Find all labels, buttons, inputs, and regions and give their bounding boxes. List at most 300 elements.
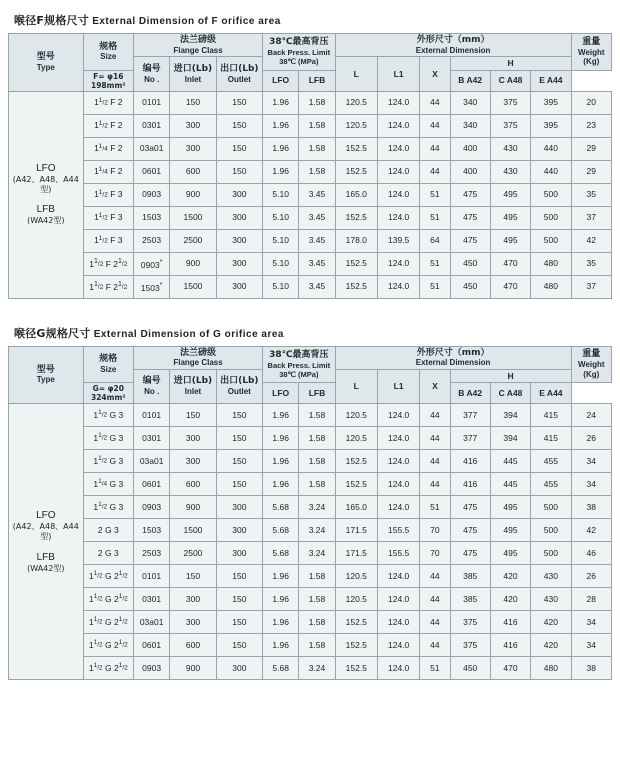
row-outlet: 300 bbox=[216, 183, 262, 206]
row-l1: 124.0 bbox=[377, 588, 419, 611]
header-x: X bbox=[420, 57, 450, 91]
row-lfo: 1.96 bbox=[263, 450, 299, 473]
row-l1: 139.5 bbox=[377, 229, 419, 252]
header-l1: L1 bbox=[377, 369, 419, 403]
row-x: 44 bbox=[420, 404, 450, 427]
row-e: 455 bbox=[531, 473, 571, 496]
row-l1: 124.0 bbox=[377, 206, 419, 229]
row-inlet: 300 bbox=[170, 588, 216, 611]
row-lfb: 1.58 bbox=[299, 611, 335, 634]
row-e: 500 bbox=[531, 183, 571, 206]
header-l: L bbox=[335, 369, 377, 403]
row-no: 03a01 bbox=[134, 611, 170, 634]
row-lfb: 3.24 bbox=[299, 542, 335, 565]
row-lfo: 5.10 bbox=[263, 252, 299, 275]
header-weight-en: Weight bbox=[578, 47, 605, 57]
row-l: 152.5 bbox=[335, 160, 377, 183]
header-backpressure-en: Back Press. Limit 38℃ (MPa) bbox=[267, 48, 331, 67]
row-size: $1^1/_2$ G 3 bbox=[83, 496, 133, 519]
row-lfb: 3.45 bbox=[299, 206, 335, 229]
row-outlet: 150 bbox=[216, 404, 262, 427]
row-x: 51 bbox=[420, 206, 450, 229]
row-l1: 124.0 bbox=[377, 634, 419, 657]
row-lfb: 3.45 bbox=[299, 252, 335, 275]
header-no bbox=[134, 57, 170, 91]
table-row bbox=[9, 404, 612, 427]
table-row bbox=[9, 519, 612, 542]
row-lfb: 1.58 bbox=[299, 427, 335, 450]
header-weight bbox=[571, 346, 611, 383]
row-e: 420 bbox=[531, 611, 571, 634]
table-row bbox=[9, 160, 612, 183]
row-b: 475 bbox=[450, 519, 490, 542]
row-b: 400 bbox=[450, 137, 490, 160]
row-weight: 42 bbox=[571, 229, 611, 252]
section-f-title-cn: 喉径F规格尺寸 bbox=[14, 14, 89, 27]
row-outlet: 150 bbox=[216, 160, 262, 183]
row-inlet: 600 bbox=[170, 160, 216, 183]
row-lfb: 1.58 bbox=[299, 634, 335, 657]
row-size: $1^1/_2$ F $2^1/_2$ bbox=[83, 275, 133, 298]
row-weight: 24 bbox=[571, 404, 611, 427]
row-l: 120.5 bbox=[335, 427, 377, 450]
row-b: 475 bbox=[450, 229, 490, 252]
row-size: $1^1/_2$ F $2^1/_2$ bbox=[83, 252, 133, 275]
row-inlet: 900 bbox=[170, 252, 216, 275]
row-size: $1^1/_2$ G 3 bbox=[83, 427, 133, 450]
row-outlet: 300 bbox=[216, 519, 262, 542]
row-no: 0601 bbox=[134, 473, 170, 496]
model-lfo-label: LFO bbox=[36, 163, 56, 175]
header-row-1 bbox=[9, 34, 612, 57]
row-l: 120.5 bbox=[335, 588, 377, 611]
row-lfb: 3.24 bbox=[299, 519, 335, 542]
row-e: 415 bbox=[531, 427, 571, 450]
header-backpressure-en: Back Press. Limit 38℃ (MPa) bbox=[267, 360, 331, 379]
row-c: 394 bbox=[490, 427, 530, 450]
row-weight: 46 bbox=[571, 542, 611, 565]
row-size: $1^1/_2$ F 2 bbox=[83, 114, 133, 137]
header-outlet-en: Outlet bbox=[227, 74, 251, 84]
header-size-orifice bbox=[83, 70, 133, 91]
row-outlet: 300 bbox=[216, 206, 262, 229]
row-e: 395 bbox=[531, 114, 571, 137]
row-l: 120.5 bbox=[335, 114, 377, 137]
row-b: 475 bbox=[450, 496, 490, 519]
model-lfo-sub: (A42、A48、A44型) bbox=[12, 175, 79, 194]
table-row bbox=[9, 496, 612, 519]
row-l: 165.0 bbox=[335, 183, 377, 206]
header-flange-en: Flange Class bbox=[173, 358, 223, 368]
row-l: 120.5 bbox=[335, 565, 377, 588]
f-table-body bbox=[9, 91, 612, 298]
row-b: 377 bbox=[450, 404, 490, 427]
header-c: C A48 bbox=[490, 70, 530, 91]
row-c: 445 bbox=[490, 473, 530, 496]
table-row bbox=[9, 114, 612, 137]
row-lfo: 5.68 bbox=[263, 519, 299, 542]
row-l: 120.5 bbox=[335, 91, 377, 114]
row-inlet: 150 bbox=[170, 91, 216, 114]
row-no: 0101 bbox=[134, 91, 170, 114]
header-size-orifice-value: F= φ16 198mm² bbox=[91, 71, 126, 90]
row-b: 416 bbox=[450, 450, 490, 473]
row-b: 375 bbox=[450, 634, 490, 657]
row-c: 375 bbox=[490, 91, 530, 114]
row-c: 495 bbox=[490, 519, 530, 542]
row-lfb: 1.58 bbox=[299, 137, 335, 160]
header-no-en: No . bbox=[144, 387, 160, 397]
row-lfo: 5.10 bbox=[263, 206, 299, 229]
row-outlet: 150 bbox=[216, 473, 262, 496]
row-no: 1503 bbox=[134, 206, 170, 229]
model-type-cell bbox=[9, 91, 84, 298]
row-lfb: 1.58 bbox=[299, 160, 335, 183]
row-size: $1^1/_2$ F 2 bbox=[83, 91, 133, 114]
row-lfo: 5.68 bbox=[263, 542, 299, 565]
header-size bbox=[83, 346, 133, 383]
header-type-en: Type bbox=[36, 62, 55, 72]
row-no: 0601 bbox=[134, 634, 170, 657]
header-flange-cn: 法兰磅级 bbox=[180, 347, 217, 358]
row-inlet: 300 bbox=[170, 611, 216, 634]
row-lfb: 3.45 bbox=[299, 229, 335, 252]
row-weight: 28 bbox=[571, 588, 611, 611]
model-lfo-label: LFO bbox=[36, 510, 56, 522]
row-x: 44 bbox=[420, 450, 450, 473]
header-inlet bbox=[170, 57, 216, 91]
row-lfo: 1.96 bbox=[263, 588, 299, 611]
row-l1: 155.5 bbox=[377, 519, 419, 542]
row-x: 51 bbox=[420, 496, 450, 519]
row-c: 430 bbox=[490, 160, 530, 183]
row-lfo: 5.68 bbox=[263, 496, 299, 519]
row-x: 44 bbox=[420, 611, 450, 634]
row-outlet: 150 bbox=[216, 427, 262, 450]
row-c: 420 bbox=[490, 565, 530, 588]
table-row bbox=[9, 183, 612, 206]
row-outlet: 300 bbox=[216, 542, 262, 565]
header-flange bbox=[134, 346, 263, 369]
row-x: 51 bbox=[420, 252, 450, 275]
row-weight: 34 bbox=[571, 634, 611, 657]
f-table-header bbox=[9, 34, 612, 92]
row-weight: 37 bbox=[571, 275, 611, 298]
header-lfb: LFB bbox=[299, 70, 335, 91]
row-l1: 124.0 bbox=[377, 252, 419, 275]
row-lfb: 1.58 bbox=[299, 404, 335, 427]
row-weight: 20 bbox=[571, 91, 611, 114]
row-no: 0903 bbox=[134, 657, 170, 680]
row-l1: 124.0 bbox=[377, 565, 419, 588]
row-c: 495 bbox=[490, 496, 530, 519]
row-inlet: 300 bbox=[170, 450, 216, 473]
table-row bbox=[9, 275, 612, 298]
row-inlet: 900 bbox=[170, 496, 216, 519]
row-e: 430 bbox=[531, 588, 571, 611]
row-inlet: 1500 bbox=[170, 275, 216, 298]
header-type-en: Type bbox=[36, 375, 55, 385]
row-c: 445 bbox=[490, 450, 530, 473]
row-l1: 124.0 bbox=[377, 427, 419, 450]
row-x: 44 bbox=[420, 565, 450, 588]
row-weight: 34 bbox=[571, 473, 611, 496]
row-b: 450 bbox=[450, 657, 490, 680]
header-inlet-en: Inlet bbox=[184, 387, 202, 397]
row-no: 0101 bbox=[134, 565, 170, 588]
row-c: 495 bbox=[490, 542, 530, 565]
row-no: 2503 bbox=[134, 542, 170, 565]
header-row-1 bbox=[9, 346, 612, 369]
row-inlet: 2500 bbox=[170, 542, 216, 565]
row-lfo: 1.96 bbox=[263, 91, 299, 114]
row-weight: 34 bbox=[571, 611, 611, 634]
row-e: 500 bbox=[531, 496, 571, 519]
row-no: 0601 bbox=[134, 160, 170, 183]
row-inlet: 600 bbox=[170, 473, 216, 496]
g-table-body bbox=[9, 404, 612, 680]
row-outlet: 150 bbox=[216, 565, 262, 588]
row-l: 152.5 bbox=[335, 611, 377, 634]
table-row bbox=[9, 252, 612, 275]
header-weight-cn: 重量 bbox=[582, 349, 601, 360]
row-l: 152.5 bbox=[335, 634, 377, 657]
row-lfo: 1.96 bbox=[263, 114, 299, 137]
row-weight: 42 bbox=[571, 519, 611, 542]
header-weight-cn: 重量 bbox=[582, 36, 601, 47]
row-l: 178.0 bbox=[335, 229, 377, 252]
header-weight-unit: (Kg) bbox=[583, 369, 600, 379]
row-c: 420 bbox=[490, 588, 530, 611]
row-inlet: 600 bbox=[170, 634, 216, 657]
row-x: 44 bbox=[420, 160, 450, 183]
model-lfb-sub: (WA42型) bbox=[27, 216, 65, 226]
row-b: 416 bbox=[450, 473, 490, 496]
header-size-cn: 规格 bbox=[99, 354, 118, 365]
row-lfo: 5.68 bbox=[263, 657, 299, 680]
header-weight-unit: (Kg) bbox=[583, 57, 600, 67]
row-outlet: 150 bbox=[216, 611, 262, 634]
header-weight bbox=[571, 34, 611, 71]
row-lfo: 1.96 bbox=[263, 137, 299, 160]
table-row bbox=[9, 611, 612, 634]
header-size bbox=[83, 34, 133, 71]
header-outlet-cn: 出口(Lb) bbox=[220, 376, 259, 387]
header-size-en: Size bbox=[100, 52, 117, 62]
header-weight-en: Weight bbox=[578, 360, 605, 370]
f-orifice-table bbox=[8, 33, 612, 299]
row-l1: 155.5 bbox=[377, 542, 419, 565]
row-x: 44 bbox=[420, 588, 450, 611]
row-lfb: 1.58 bbox=[299, 588, 335, 611]
row-l1: 124.0 bbox=[377, 657, 419, 680]
header-lfo: LFO bbox=[263, 70, 299, 91]
section-g-title-cn: 喉径G规格尺寸 bbox=[14, 326, 91, 340]
row-e: 430 bbox=[531, 565, 571, 588]
row-outlet: 150 bbox=[216, 634, 262, 657]
row-lfo: 1.96 bbox=[263, 427, 299, 450]
header-outlet bbox=[216, 369, 262, 403]
header-type bbox=[9, 346, 84, 404]
header-x: X bbox=[420, 369, 450, 403]
row-inlet: 900 bbox=[170, 183, 216, 206]
row-b: 340 bbox=[450, 91, 490, 114]
row-c: 470 bbox=[490, 657, 530, 680]
row-no: 0903* bbox=[134, 252, 170, 275]
row-lfo: 5.10 bbox=[263, 275, 299, 298]
header-type bbox=[9, 34, 84, 92]
header-backpressure bbox=[263, 346, 336, 383]
row-l1: 124.0 bbox=[377, 114, 419, 137]
row-lfb: 1.58 bbox=[299, 473, 335, 496]
row-x: 44 bbox=[420, 427, 450, 450]
header-size-orifice-value: G= φ20 324mm² bbox=[91, 384, 126, 403]
row-inlet: 900 bbox=[170, 657, 216, 680]
row-inlet: 150 bbox=[170, 404, 216, 427]
table-row bbox=[9, 206, 612, 229]
table-row bbox=[9, 91, 612, 114]
row-x: 70 bbox=[420, 542, 450, 565]
row-size: $1^1/_4$ F 2 bbox=[83, 137, 133, 160]
header-type-cn: 型号 bbox=[36, 52, 55, 63]
row-lfo: 1.96 bbox=[263, 404, 299, 427]
row-l: 152.5 bbox=[335, 450, 377, 473]
row-c: 470 bbox=[490, 252, 530, 275]
row-c: 430 bbox=[490, 137, 530, 160]
row-lfb: 1.58 bbox=[299, 565, 335, 588]
row-outlet: 300 bbox=[216, 229, 262, 252]
row-size: $1^1/_2$ G $2^1/_2$ bbox=[83, 657, 133, 680]
row-e: 395 bbox=[531, 91, 571, 114]
row-lfb: 3.45 bbox=[299, 275, 335, 298]
row-x: 51 bbox=[420, 183, 450, 206]
section-g-title bbox=[14, 325, 612, 341]
row-e: 500 bbox=[531, 206, 571, 229]
row-x: 44 bbox=[420, 137, 450, 160]
row-inlet: 300 bbox=[170, 137, 216, 160]
row-l: 152.5 bbox=[335, 137, 377, 160]
row-size: $1^1/_2$ G 3 bbox=[83, 404, 133, 427]
row-size: $1^1/_2$ F 3 bbox=[83, 206, 133, 229]
row-outlet: 300 bbox=[216, 657, 262, 680]
row-c: 375 bbox=[490, 114, 530, 137]
header-inlet-cn: 进口(Lb) bbox=[173, 376, 213, 387]
row-size: $1^1/_4$ G 3 bbox=[83, 473, 133, 496]
row-lfo: 1.96 bbox=[263, 473, 299, 496]
row-lfo: 1.96 bbox=[263, 634, 299, 657]
row-lfb: 3.24 bbox=[299, 657, 335, 680]
row-b: 475 bbox=[450, 206, 490, 229]
header-dimension-cn: 外形尺寸（mm） bbox=[416, 35, 490, 45]
row-l1: 124.0 bbox=[377, 404, 419, 427]
header-size-cn: 规格 bbox=[99, 41, 118, 52]
row-l: 165.0 bbox=[335, 496, 377, 519]
row-lfb: 3.45 bbox=[299, 183, 335, 206]
row-weight: 26 bbox=[571, 565, 611, 588]
row-l1: 124.0 bbox=[377, 611, 419, 634]
row-no: 0301 bbox=[134, 427, 170, 450]
header-outlet-en: Outlet bbox=[227, 387, 251, 397]
row-b: 450 bbox=[450, 275, 490, 298]
table-row bbox=[9, 450, 612, 473]
g-table-header bbox=[9, 346, 612, 404]
row-no: 03a01 bbox=[134, 450, 170, 473]
header-type-cn: 型号 bbox=[36, 364, 55, 375]
row-no: 0301 bbox=[134, 588, 170, 611]
row-x: 44 bbox=[420, 114, 450, 137]
g-orifice-table bbox=[8, 346, 612, 681]
row-size: $1^1/_2$ G $2^1/_2$ bbox=[83, 634, 133, 657]
row-b: 475 bbox=[450, 183, 490, 206]
header-size-orifice bbox=[83, 383, 133, 404]
row-l: 171.5 bbox=[335, 542, 377, 565]
row-lfo: 5.10 bbox=[263, 229, 299, 252]
row-b: 400 bbox=[450, 160, 490, 183]
model-lfo-sub: (A42、A48、A44型) bbox=[12, 522, 79, 541]
header-no-en: No . bbox=[144, 74, 160, 84]
row-inlet: 1500 bbox=[170, 519, 216, 542]
row-b: 340 bbox=[450, 114, 490, 137]
row-x: 51 bbox=[420, 275, 450, 298]
header-inlet-en: Inlet bbox=[184, 74, 202, 84]
row-c: 416 bbox=[490, 611, 530, 634]
row-inlet: 2500 bbox=[170, 229, 216, 252]
row-outlet: 150 bbox=[216, 114, 262, 137]
row-outlet: 300 bbox=[216, 252, 262, 275]
header-h: H bbox=[450, 57, 571, 70]
row-size: 2 G 3 bbox=[83, 542, 133, 565]
row-lfo: 1.96 bbox=[263, 565, 299, 588]
header-flange-cn: 法兰磅级 bbox=[180, 35, 217, 45]
row-c: 495 bbox=[490, 183, 530, 206]
row-lfb: 1.58 bbox=[299, 450, 335, 473]
table-row bbox=[9, 542, 612, 565]
header-inlet bbox=[170, 369, 216, 403]
row-e: 480 bbox=[531, 275, 571, 298]
row-outlet: 300 bbox=[216, 496, 262, 519]
header-outlet-cn: 出口(Lb) bbox=[220, 63, 259, 74]
header-inlet-cn: 进口(Lb) bbox=[173, 63, 213, 74]
header-c: C A48 bbox=[490, 383, 530, 404]
row-outlet: 300 bbox=[216, 275, 262, 298]
row-l: 120.5 bbox=[335, 404, 377, 427]
header-l: L bbox=[335, 57, 377, 91]
row-lfb: 1.58 bbox=[299, 91, 335, 114]
table-row bbox=[9, 473, 612, 496]
row-weight: 35 bbox=[571, 183, 611, 206]
model-lfb-sub: (WA42型) bbox=[27, 563, 65, 573]
row-outlet: 150 bbox=[216, 91, 262, 114]
header-size-en: Size bbox=[100, 364, 117, 374]
row-e: 500 bbox=[531, 229, 571, 252]
row-weight: 35 bbox=[571, 252, 611, 275]
row-lfo: 1.96 bbox=[263, 611, 299, 634]
header-lfo: LFO bbox=[263, 383, 299, 404]
row-b: 450 bbox=[450, 252, 490, 275]
row-no: 0101 bbox=[134, 404, 170, 427]
row-no: 0301 bbox=[134, 114, 170, 137]
row-l: 152.5 bbox=[335, 657, 377, 680]
header-lfb: LFB bbox=[299, 383, 335, 404]
table-row bbox=[9, 634, 612, 657]
row-e: 455 bbox=[531, 450, 571, 473]
row-c: 470 bbox=[490, 275, 530, 298]
row-l1: 124.0 bbox=[377, 496, 419, 519]
row-inlet: 300 bbox=[170, 427, 216, 450]
header-dimension bbox=[335, 346, 571, 369]
row-no: 2503 bbox=[134, 229, 170, 252]
row-inlet: 300 bbox=[170, 114, 216, 137]
